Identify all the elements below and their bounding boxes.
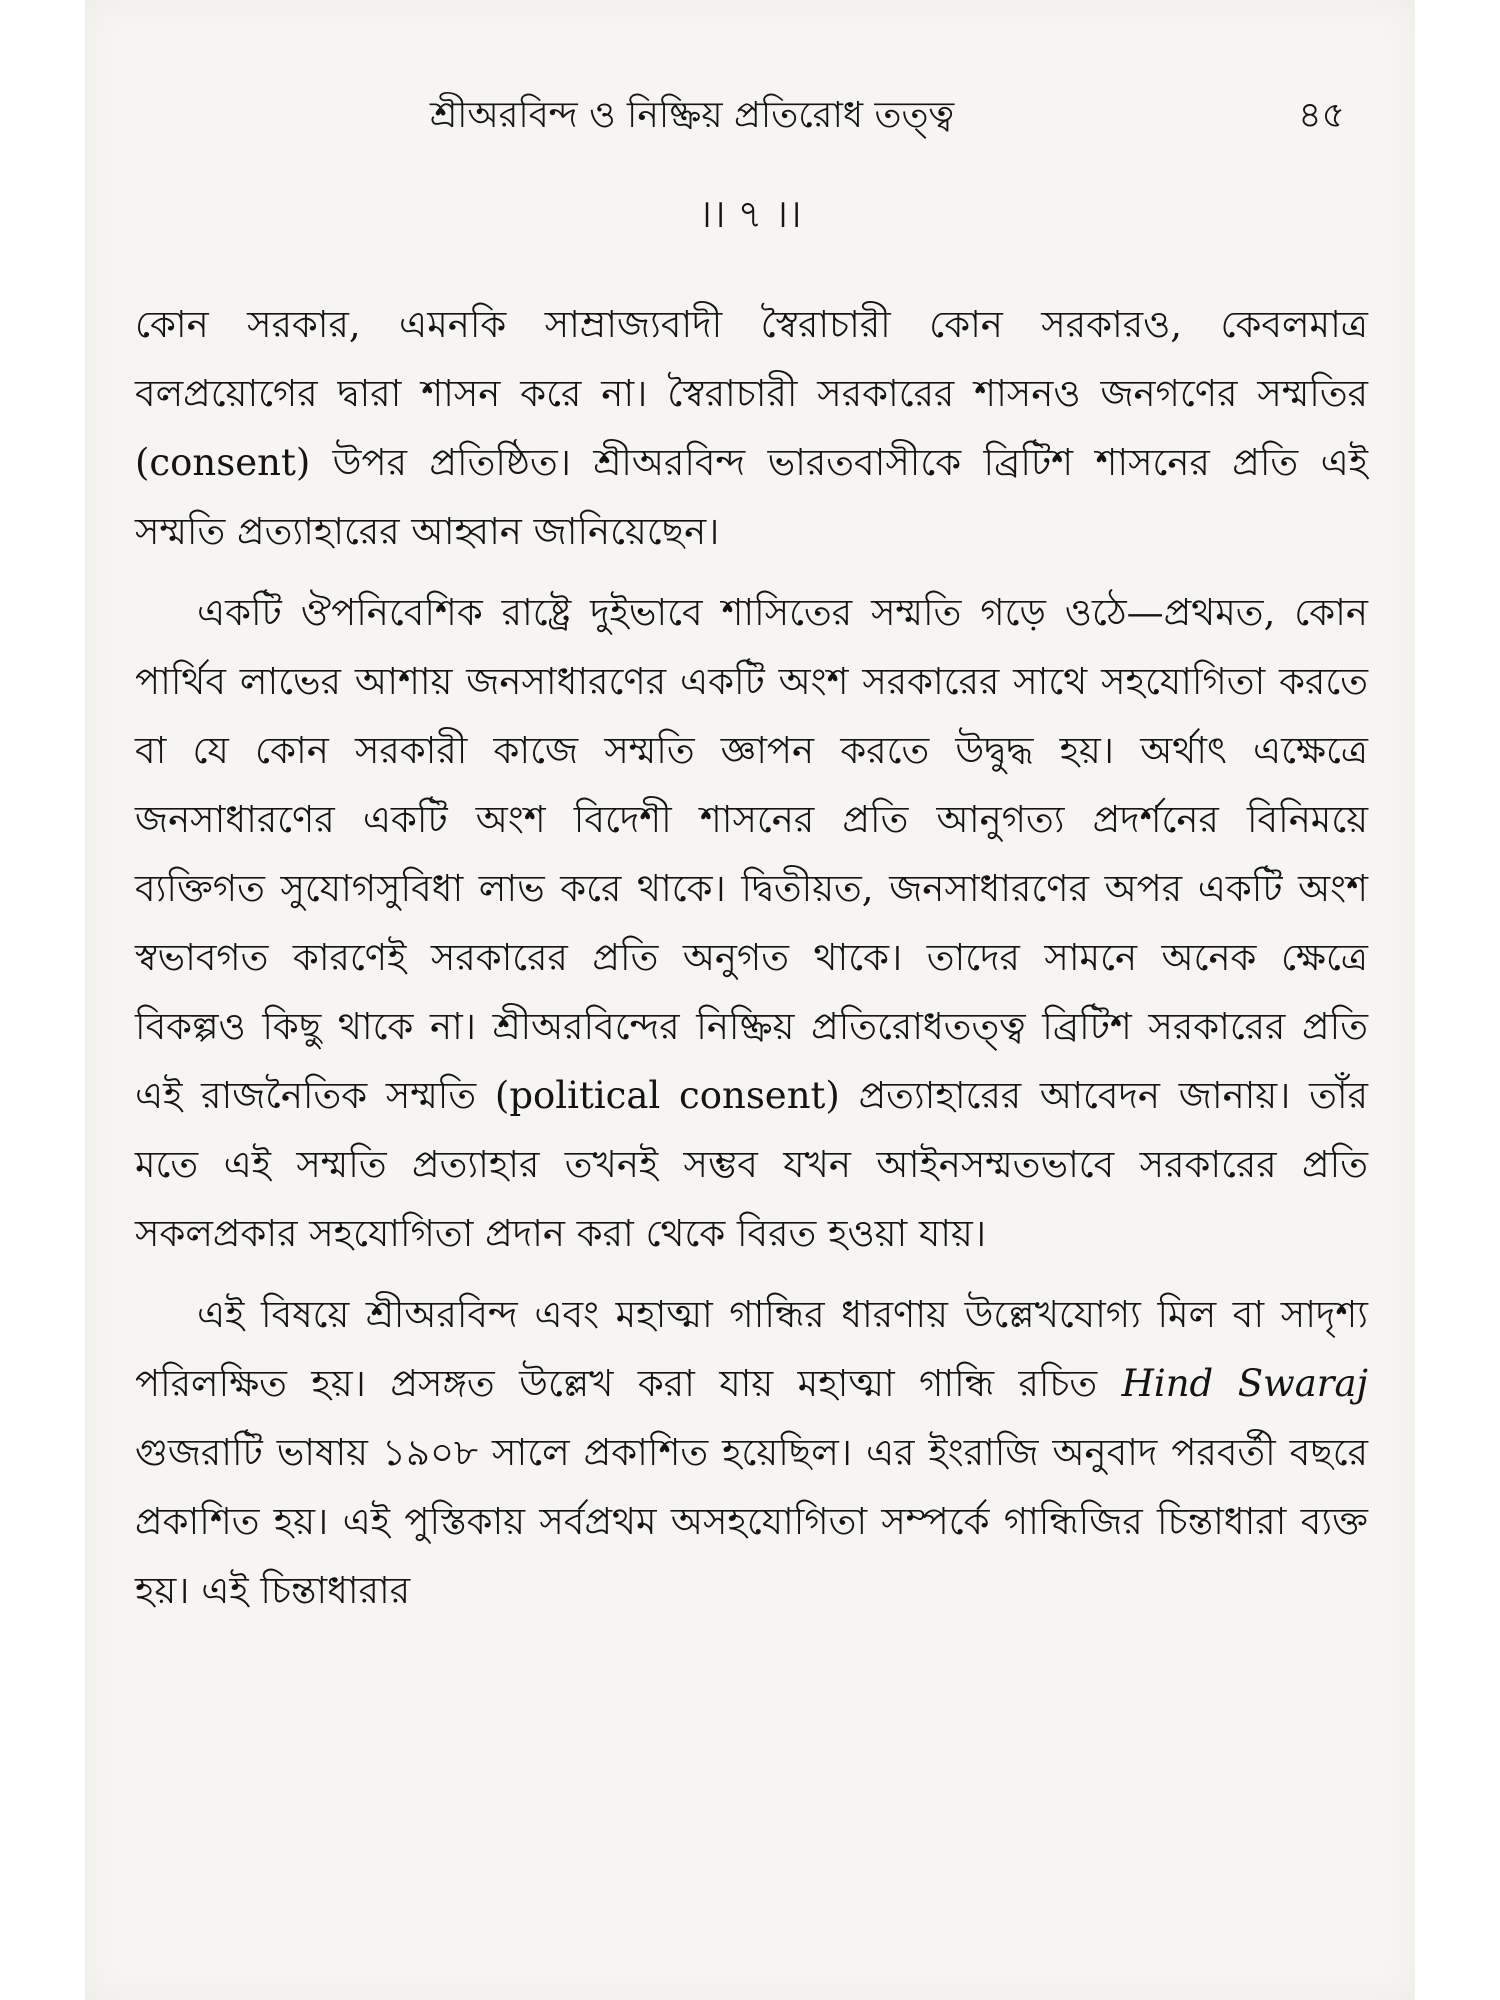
- section-number: ।। ৭ ।।: [698, 192, 802, 236]
- page-header: [85, 88, 1415, 148]
- running-title: শ্রীঅরবিন্দ ও নিষ্ক্রিয় প্রতিরোধ তত্ত্ব: [430, 95, 955, 136]
- book-title-italic: Hind Swaraj: [1121, 1362, 1368, 1405]
- paragraph-1: কোন সরকার, এমনকি সাম্রাজ্যবাদী স্বৈরাচারী কোন সরকারও, কেবলমাত্র বলপ্রয়োগের দ্বারা শাসন করে না। স্বৈরাচারী সরকারের শাসনও জনগণের সম্মতির (consent) উপর প্রতিষ্ঠিত। শ্রীঅরবিন্দ ভারতবাসীকে ব্রিটিশ শাসনের প্রতি এই সম্মতি প্রত্যাহারের আহ্বান জানিয়েছেন।: [135, 303, 1368, 553]
- paragraph-2: একটি ঔপনিবেশিক রাষ্ট্রে দুইভাবে শাসিতের সম্মতি গড়ে ওঠে—প্রথমত, কোন পার্থিব লাভের আশায় জনসাধারণের একটি অংশ সরকারের সাথে সহযোগিতা করতে বা যে কোন সরকারী কাজে সম্মতি জ্ঞাপন করতে উদ্বুদ্ধ হয়। অর্থাৎ এক্ষেত্রে জনসাধারণের একটি অংশ বিদেশী শাসনের প্রতি আনুগত্য প্রদর্শনের বিনিময়ে ব্যক্তিগত সুযোগসুবিধা লাভ করে থাকে। দ্বিতীয়ত, জনসাধারণের অপর একটি অংশ স্বভাবগত কারণেই সরকারের প্রতি অনুগত থাকে। তাদের সামনে অনেক ক্ষেত্রে বিকল্পও কিছু থাকে না। শ্রীঅরবিন্দের নিষ্ক্রিয় প্রতিরোধতত্ত্ব ব্রিটিশ সরকারের প্রতি এই রাজনৈতিক সম্মতি (political consent) প্রত্যাহারের আবেদন জানায়। তাঁর মতে এই সম্মতি প্রত্যাহার তখনই সম্ভব যখন আইনসম্মতভাবে সরকারের প্রতি সকলপ্রকার সহযোগিতা প্রদান করা থেকে বিরত হওয়া যায়।: [135, 591, 1368, 1255]
- paragraph-3-lead: এই বিষয়ে শ্রীঅরবিন্দ এবং মহাত্মা গান্ধির ধারণায় উল্লেখযোগ্য মিল বা সাদৃশ্য পরিলক্ষিত হয়। প্রসঙ্গত উল্লেখ করা যায় মহাত্মা গান্ধি রচিত: [135, 1293, 1368, 1405]
- paragraph-3-rest: গুজরাটি ভাষায় ১৯০৮ সালে প্রকাশিত হয়েছিল। এর ইংরাজি অনুবাদ পরবর্তী বছরে প্রকাশিত হয়। এই পুস্তিকায় সর্বপ্রথম অসহযোগিতা সম্পর্কে গান্ধিজির চিন্তাধারা ব্যক্ত হয়। এই চিন্তাধারার: [135, 1431, 1368, 1612]
- page-number: ৪৫: [1298, 95, 1345, 136]
- book-page: [85, 0, 1415, 2000]
- body-text: [135, 290, 1368, 1625]
- paragraph-3: [135, 1280, 1368, 1625]
